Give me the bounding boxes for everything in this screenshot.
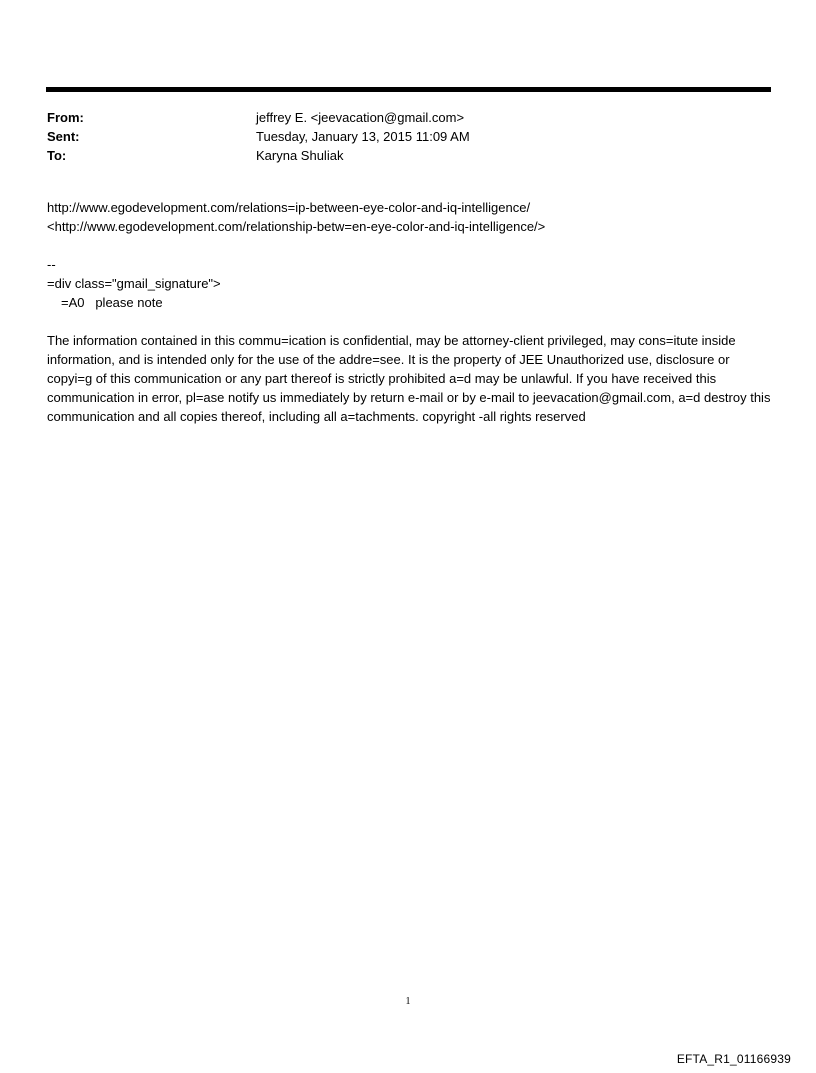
spacer: [47, 236, 772, 255]
to-label: To:: [47, 148, 67, 163]
sent-value: Tuesday, January 13, 2015 11:09 AM: [256, 129, 470, 144]
email-body: [47, 198, 772, 426]
sent-row: [47, 127, 747, 146]
sent-label: Sent:: [47, 129, 80, 144]
page-number: 1: [405, 996, 411, 1007]
from-value: jeffrey E. <jeevacation@gmail.com>: [256, 110, 465, 125]
to-value: Karyna Shuliak: [256, 148, 344, 163]
email-header: [47, 108, 747, 165]
from-row: [47, 108, 747, 127]
bates-number: EFTA_R1_01166939: [676, 1052, 791, 1066]
signature-div-line: =div class="gmail_signature">: [47, 276, 221, 291]
confidentiality-disclaimer: The information contained in this commu=ication is confidential, may be attorney-client privileged, may cons=itute inside information, and is intended only for the use of the addre=see. It is the property of JEE Unauthorized use, disclosure or copyi=g of this communication or any part thereof is strictly prohibited a=d may be unlawful. If you have received this communication in error, pl=ase notify us immediately by return e-mail or by e-mail to jeevacation@gmail.com, a=d destroy this communication and all copies thereof, including all a=tachments. copyright -all rights reserved: [47, 333, 771, 424]
to-row: [47, 146, 747, 165]
header-divider: [46, 87, 771, 92]
link-line-2: <http://www.egodevelopment.com/relationship-betw=en-eye-color-and-iq-intelligence/>: [47, 219, 546, 234]
link-line-1: http://www.egodevelopment.com/relations=ip-between-eye-color-and-iq-intelligence/: [47, 200, 531, 215]
from-label: From:: [47, 110, 84, 125]
signature-dashes: --: [47, 257, 56, 272]
spacer: [47, 312, 772, 331]
signature-note: =A0 please note: [61, 295, 163, 310]
